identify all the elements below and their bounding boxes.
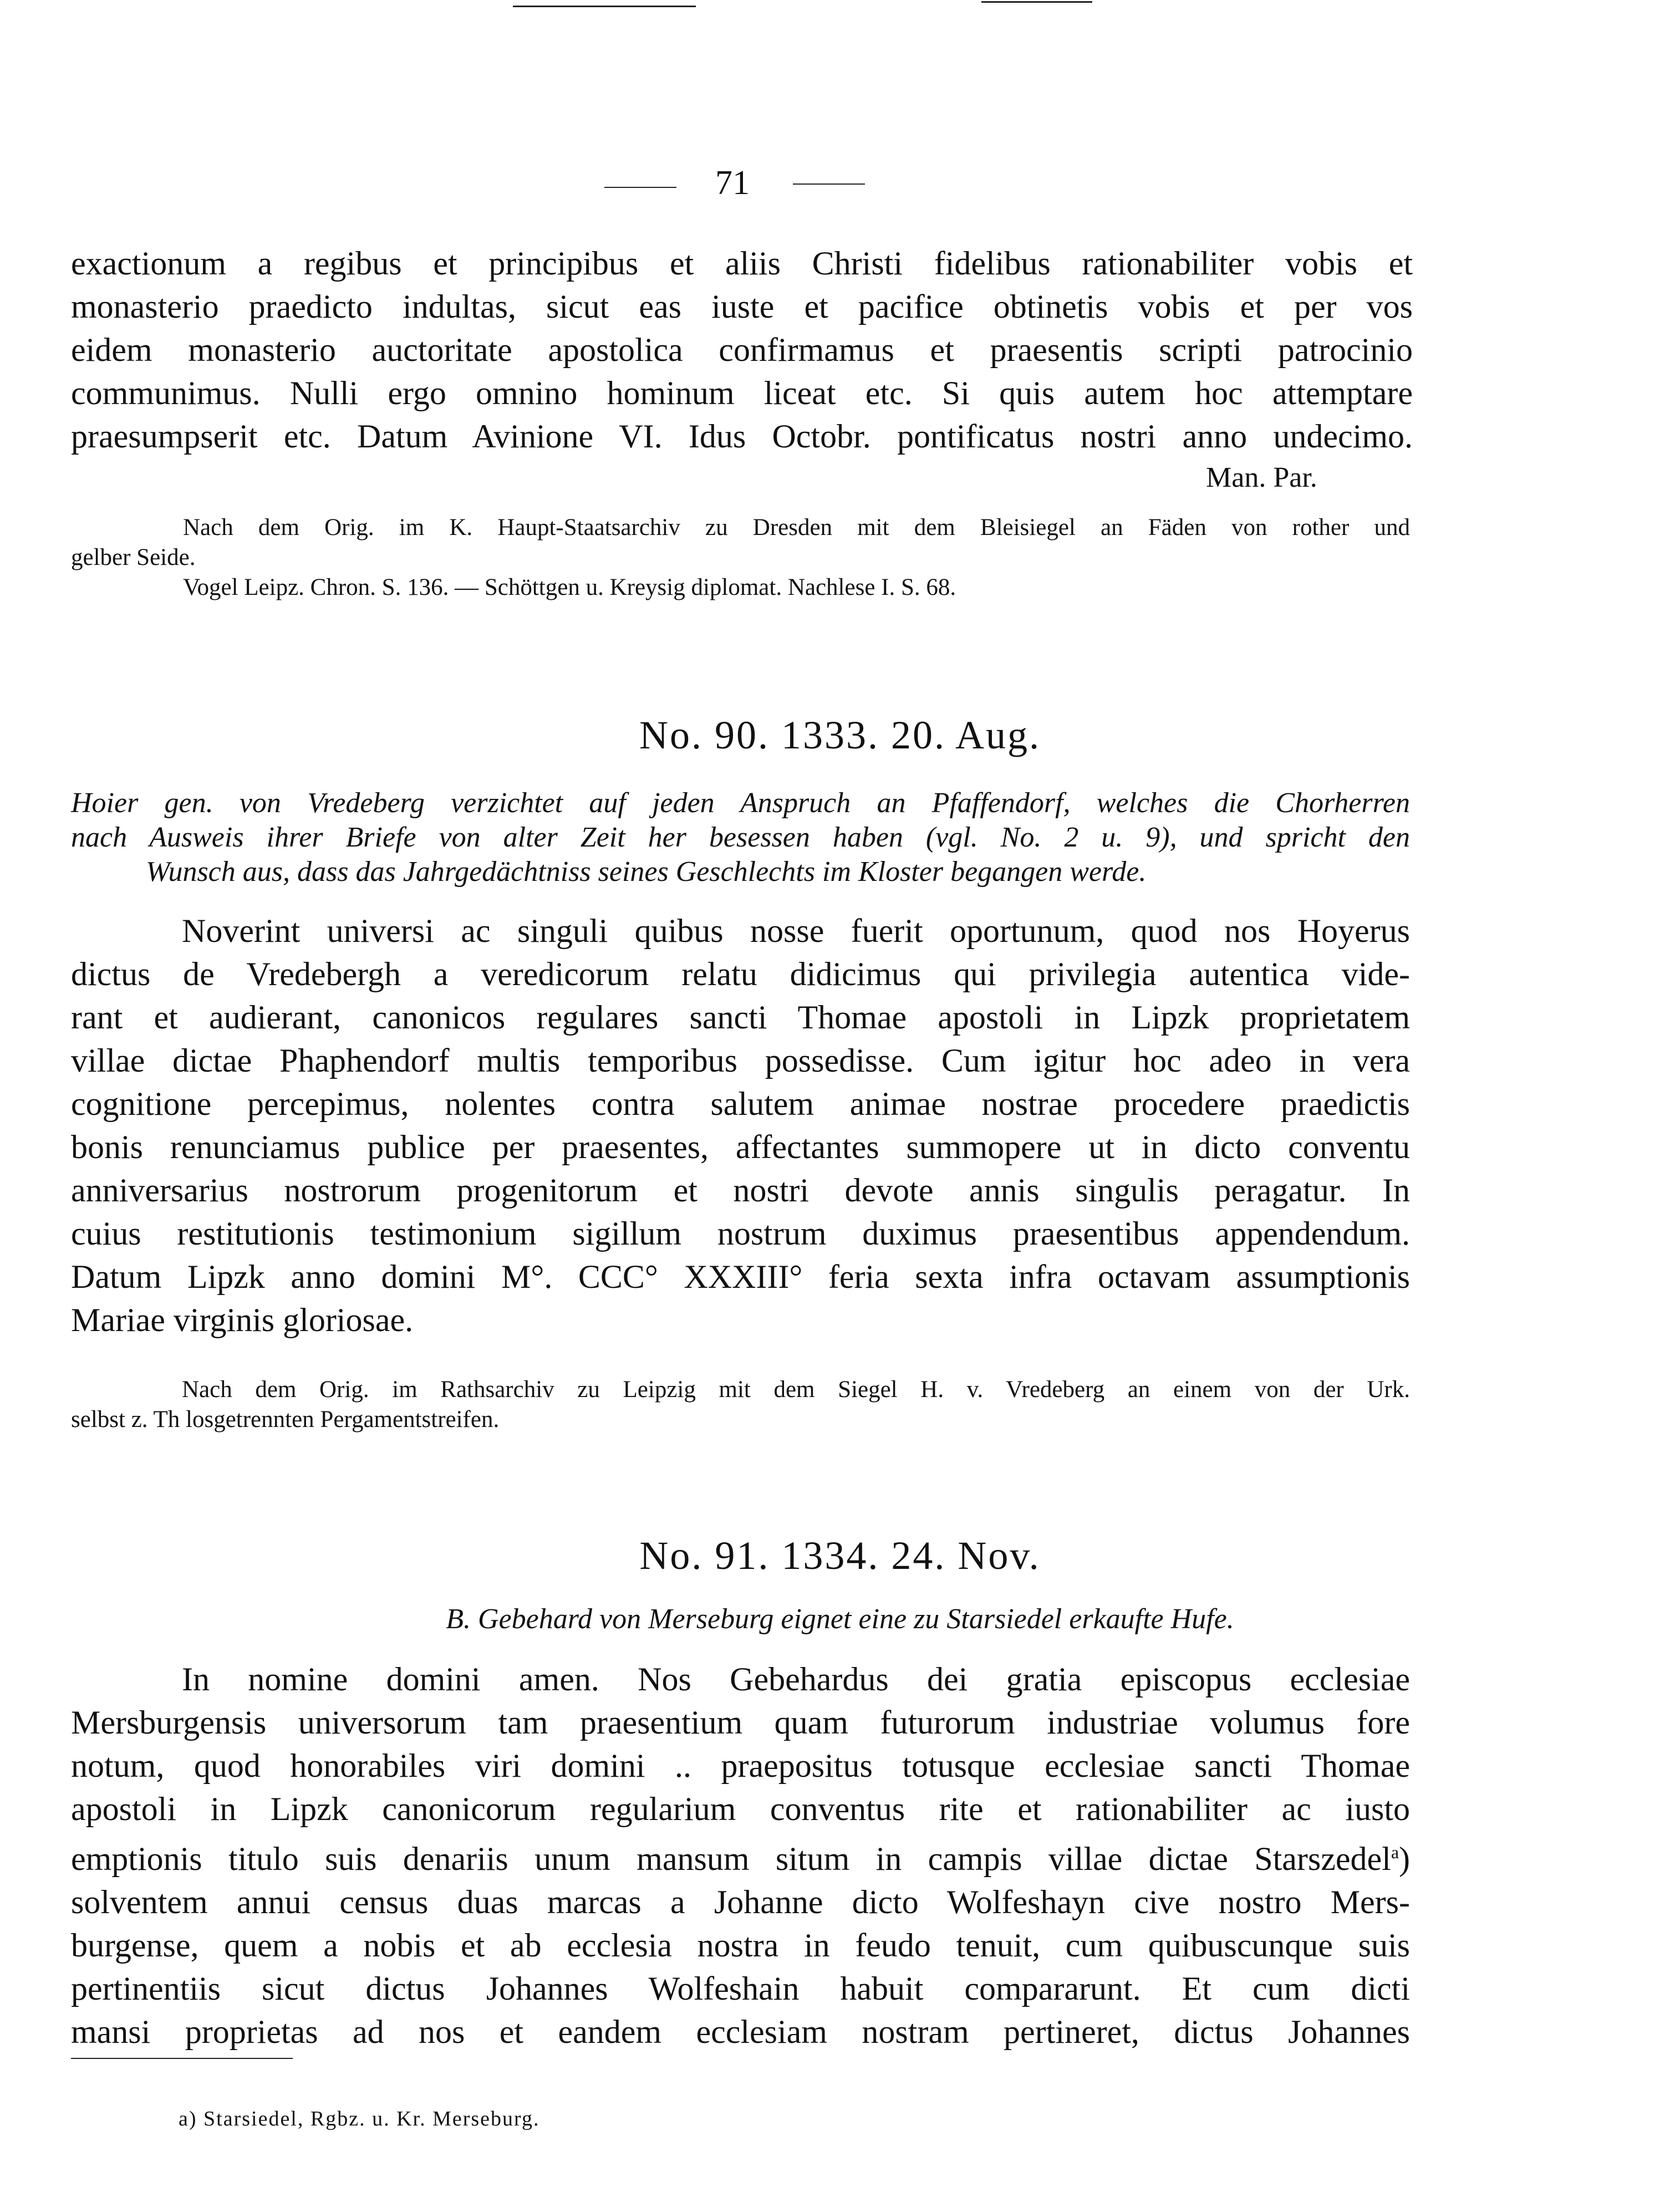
source-note-90: [71, 1375, 1410, 1435]
body-line: cuius restitutionis testimonium sigillum nostrum duximus praesentibus appendendum.: [71, 1215, 1410, 1252]
body-line: villae dictae Phaphendorf multis temporibus possedisse. Cum igitur hoc adeo in vera: [71, 1042, 1410, 1079]
body-line: solventem annui census duas marcas a Johanne dicto Wolfeshayn cive nostro Mers-: [71, 1884, 1410, 1920]
body-line: Datum Lipzk anno domini M°. CCC° XXXIII° feria sexta infra octavam assumptionis: [71, 1258, 1410, 1295]
signature: Man. Par.: [1206, 462, 1317, 493]
note-line: Nach dem Orig. im Rathsarchiv zu Leipzig mit dem Siegel H. v. Vredeberg an einem von der Urk.: [182, 1377, 1410, 1403]
body-line-text: emptionis titulo suis denariis unum mansum situm in campis villae dictae Starszedel: [71, 1841, 1391, 1877]
continuation-line: communimus. Nulli ergo omnino hominum liceat etc. Si quis autem hoc attemptare: [71, 375, 1413, 411]
source-note-89: [71, 513, 1410, 603]
continuation-line: monasterio praedicto indultas, sicut eas iuste et pacifice obtinetis vobis et per vos: [71, 288, 1413, 325]
top-rule-left: [513, 6, 696, 7]
regest-line: Wunsch aus, dass das Jahrgedächtniss seines Geschlechts im Kloster begangen werde.: [146, 856, 1147, 888]
body-line: emptionis titulo suis denariis unum mansum situm in campis villae dictae Starszedel$^a$): [71, 1841, 1410, 1877]
continuation-line: eidem monasterio auctoritate apostolica confirmamus et praesentis scripti patrocinio: [71, 332, 1413, 368]
note-line: Vogel Leipz. Chron. S. 136. — Schöttgen u. Kreysig diplomat. Nachlese I. S. 68.: [183, 574, 956, 600]
continuation-line: praesumpserit etc. Datum Avinione VI. Idus Octobr. pontificatus nostri anno undecimo.: [71, 418, 1413, 455]
doc90-regest: [71, 786, 1410, 889]
doc91-regest: B. Gebehard von Merseburg eignet eine zu Starsiedel erkaufte Hufe.: [446, 1603, 1234, 1635]
continuation-line: exactionum a regibus et principibus et aliis Christi fidelibus rationabiliter vobis et: [71, 245, 1413, 282]
footnote-marker: a: [1391, 1842, 1399, 1862]
body-line: notum, quod honorabiles viri domini .. praepositus totusque ecclesiae sancti Thomae: [71, 1747, 1410, 1784]
body-line: Mariae virginis gloriosae.: [71, 1302, 414, 1338]
page-number: 71: [715, 164, 750, 202]
note-line: selbst z. Th losgetrennten Pergamentstreifen.: [71, 1406, 500, 1433]
body-line: anniversarius nostrorum progenitorum et nostri devote annis singulis peragatur. In: [71, 1172, 1410, 1209]
doc91-body: [71, 1658, 1410, 2053]
body-line: Mersburgensis universorum tam praesentium quam futurorum industriae volumus fore: [71, 1704, 1410, 1741]
body-line: mansi proprietas ad nos et eandem ecclesiam nostram pertineret, dictus Johannes: [71, 2014, 1410, 2050]
note-line: gelber Seide.: [71, 544, 196, 570]
footnote-rule: [71, 2058, 293, 2059]
body-line: dictus de Vredebergh a veredicorum relatu didicimus qui privilegia autentica vide-: [71, 956, 1410, 992]
body-line: In nomine domini amen. Nos Gebehardus dei gratia episcopus ecclesiae: [182, 1661, 1410, 1698]
body-line: pertinentiis sicut dictus Johannes Wolfeshain habuit compararunt. Et cum dicti: [71, 1970, 1410, 2007]
header-dash-right: [793, 183, 865, 185]
body-line: bonis renunciamus publice per praesentes, affectantes summopere ut in dicto conventu: [71, 1129, 1410, 1165]
footnote: a) Starsiedel, Rgbz. u. Kr. Merseburg.: [179, 2107, 540, 2130]
body-line: apostoli in Lipzk canonicorum regularium conventus rite et rationabiliter ac iusto: [71, 1791, 1410, 1827]
body-line: rant et audierant, canonicos regulares sancti Thomae apostoli in Lipzk proprietatem: [71, 999, 1410, 1036]
body-line: Noverint universi ac singuli quibus nosse fuerit oportunum, quod nos Hoyerus: [182, 913, 1410, 949]
header-dash-left: [604, 187, 676, 188]
note-line: Nach dem Orig. im K. Haupt-Staatsarchiv zu Dresden mit dem Bleisiegel an Fäden von rother und: [183, 514, 1410, 541]
top-rule-right: [981, 1, 1092, 3]
continuation-text: [71, 242, 1413, 458]
regest-line: nach Ausweis ihrer Briefe von alter Zeit her besessen haben (vgl. No. 2 u. 9), und spricht den: [71, 822, 1410, 853]
doc90-heading: No. 90. 1333. 20. Aug.: [639, 713, 1041, 757]
regest-line: Hoier gen. von Vredeberg verzichtet auf jeden Anspruch an Pfaffendorf, welches die Chorherren: [71, 787, 1410, 819]
page-header: [0, 164, 1680, 208]
body-line: cognitione percepimus, nolentes contra salutem animae nostrae procedere praedictis: [71, 1085, 1410, 1122]
body-line: burgense, quem a nobis et ab ecclesia nostra in feudo tenuit, cum quibuscunque suis: [71, 1927, 1410, 1964]
doc90-body: [71, 909, 1410, 1342]
doc91-heading: No. 91. 1334. 24. Nov.: [639, 1533, 1041, 1578]
